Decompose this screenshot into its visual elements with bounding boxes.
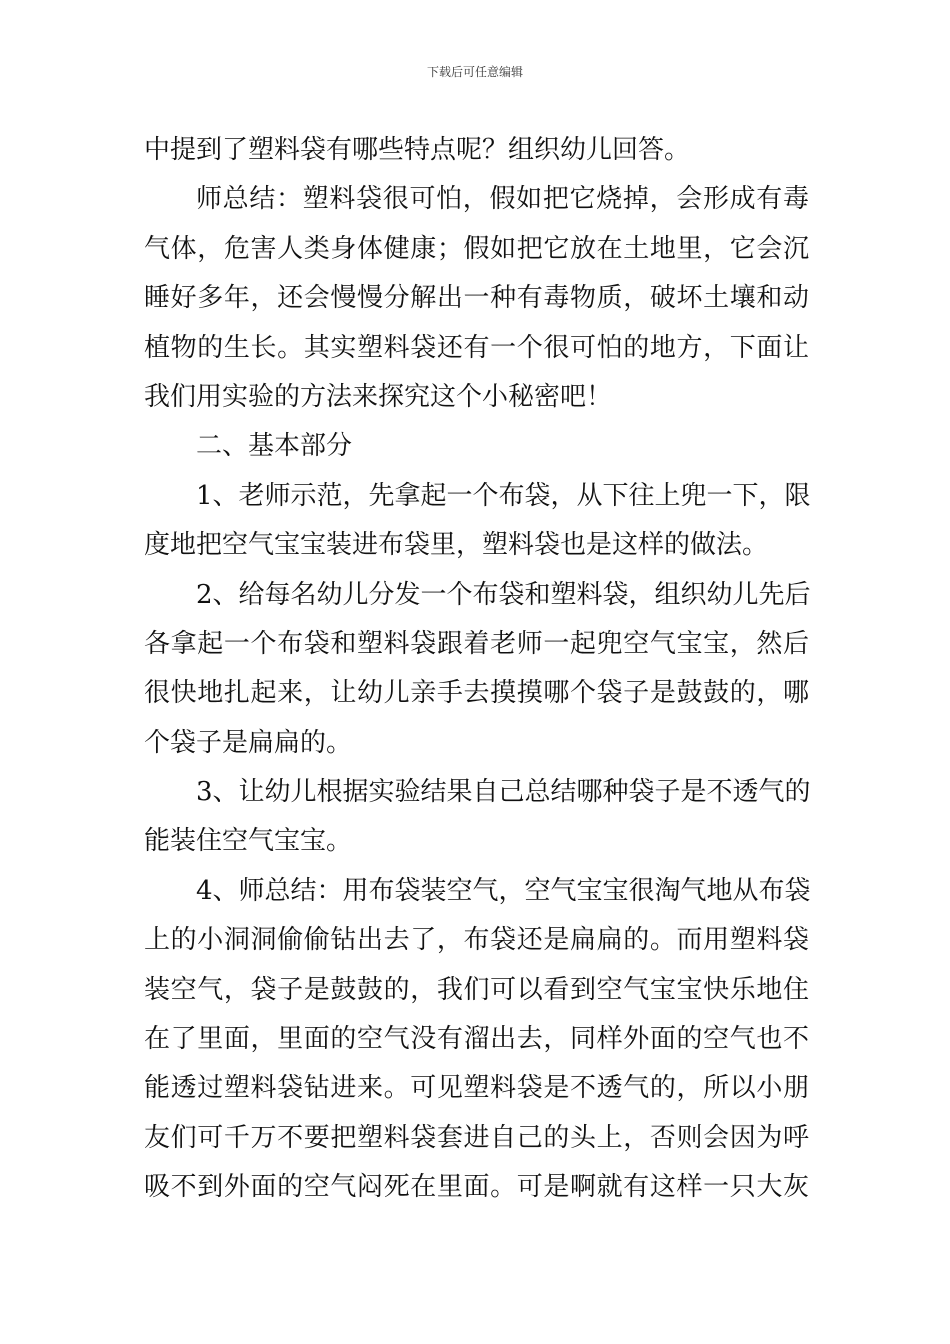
text-line: 二、基本部分 [196,431,353,462]
text-line: 4、师总结：用布袋装空气，空气宝宝很淘气地从布袋 [196,875,811,906]
text-line: 能装住空气宝宝。 [144,826,353,857]
text-line: 吸不到外面的空气闷死在里面。可是啊就有这样一只大灰 [144,1172,809,1203]
text-line: 中提到了塑料袋有哪些特点呢？组织幼儿回答。 [144,135,691,165]
text-line: 师总结：塑料袋很可怕，假如把它烧掉，会形成有毒 [196,184,809,215]
text-line: 2、给每名幼儿分发一个布袋和塑料袋，组织幼儿先后 [196,579,811,610]
text-line: 能透过塑料袋钻进来。可见塑料袋是不透气的，所以小朋 [144,1073,809,1104]
text-line: 装空气，袋子是鼓鼓的，我们可以看到空气宝宝快乐地住 [144,974,809,1005]
text-line: 各拿起一个布袋和塑料袋跟着老师一起兜空气宝宝，然后 [144,628,809,659]
text-line: 个袋子是扁扁的。 [144,727,353,758]
text-line: 气体，危害人类身体健康；假如把它放在土地里，它会沉 [144,233,809,264]
text-line: 在了里面，里面的空气没有溜出去，同样外面的空气也不 [144,1024,809,1055]
document-body [144,126,809,1213]
text-line: 度地把空气宝宝装进布袋里，塑料袋也是这样的做法。 [144,530,769,561]
text-line: 很快地扎起来，让幼儿亲手去摸摸哪个袋子是鼓鼓的，哪 [144,678,809,709]
text-line: 友们可千万不要把塑料袋套进自己的头上，否则会因为呼 [144,1122,809,1153]
text-line: 睡好多年，还会慢慢分解出一种有毒物质，破坏土壤和动 [144,283,809,314]
text-line: 1、老师示范，先拿起一个布袋，从下往上兜一下，限 [196,480,811,511]
text-line: 植物的生长。其实塑料袋还有一个很可怕的地方，下面让 [144,332,809,363]
text-line: 上的小洞洞偷偷钻出去了，布袋还是扁扁的。而用塑料袋 [144,925,809,956]
text-line: 我们用实验的方法来探究这个小秘密吧！ [144,381,613,412]
text-line: 3、让幼儿根据实验结果自己总结哪种袋子是不透气的 [196,777,811,808]
page-header-note: 下载后可任意编辑 [426,65,523,79]
